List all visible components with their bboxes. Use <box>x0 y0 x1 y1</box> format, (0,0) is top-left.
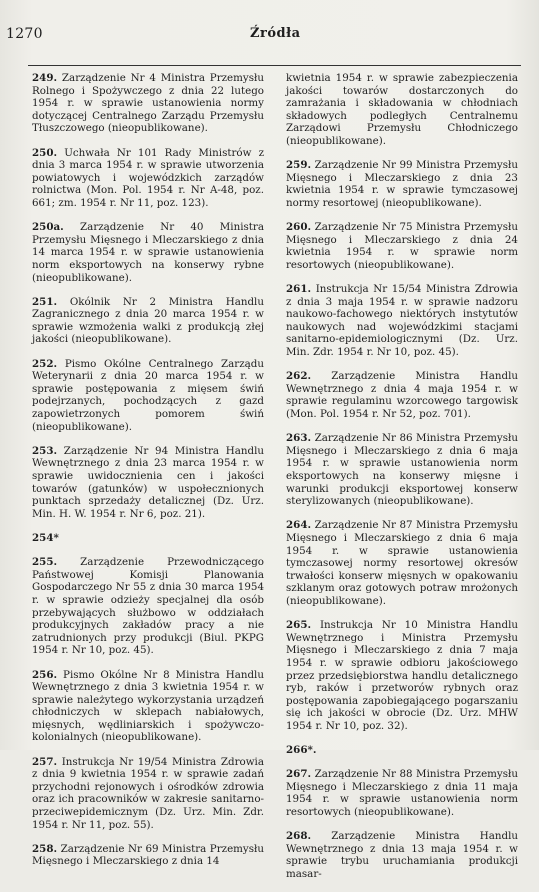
entry-number: 266*. <box>286 744 317 757</box>
entry-number: 265. <box>286 619 312 632</box>
entry-text: Pismo Okólne Nr 8 Ministra Handlu Wewnętrznego z dnia 3 kwietnia 1954 r. w sprawie należytego wykorzystania urządzeń chłodniczych w sklepach nabiałowych, mięsnych, wędliniarskich i spożywczo-kolonialnych (nieopublikowane). <box>32 668 264 744</box>
entry-number: 257. <box>32 755 58 768</box>
entry-text: Zarządzenie Nr 87 Ministra Przemysłu Mięsnego i Mleczarskiego z dnia 6 maja 1954 r. w sprawie ustanowienia tymczasowej normy resortowej okresów trwałości konserw mięsnych w opakowaniu szklanym oraz gotowych potraw mrożonych (nieopublikowane). <box>286 519 519 607</box>
entry-text: Instrukcja Nr 15/54 Ministra Zdrowia z dnia 3 maja 1954 r. w sprawie nadzoru naukowo-fachowego niektórych instytutów naukowych nad wojewódzkimi stacjami sanitarno-epidemiologicznymi (Dz. Urz. Min. Zdr. 1954 r. Nr 10, poz. 45). <box>286 283 518 359</box>
entry-number: 261. <box>286 283 312 296</box>
entry-text: Zarządzenie Nr 69 Ministra Przemysłu Mięsnego i Mleczarskiego z dnia 14 <box>32 842 265 868</box>
page-number: 1270 <box>6 26 43 42</box>
entry <box>286 159 518 209</box>
entry-text: Zarządzenie Przewodniczącego Państwowej Komisji Planowania Gospodarczego Nr 55 z dnia 30 marca 1954 r. w sprawie odzieży specjalnej dla osób przebywających służbowo w oddziałach produkcyjnych zakładów pracy a nie zatrudnionych przy produkcji (Biul. PKPG 1954 r. Nr 10, poz. 45). <box>32 556 264 657</box>
entry-text: Zarządzenie Nr 94 Ministra Handlu Wewnętrznego z dnia 23 marca 1954 r. w sprawie uwidocznienia cen i jakości towarów (gatunków) w uspołecznionych punktach sprzedaży detalicznej (Dz. Urz. Min. H. W. 1954 r. Nr 6, poz. 21). <box>32 444 265 520</box>
entry <box>32 756 264 832</box>
entry-number: 254* <box>32 531 59 544</box>
entry <box>32 221 264 284</box>
entry-text: Instrukcja Nr 19/54 Ministra Zdrowia z dnia 9 kwietnia 1954 r. w sprawie zadań przychodni rejonowych i ośrodków zdrowia oraz ich pracowników w zakresie sanitarno-przeciwepidemicznym (Dz. Urz. Min. Zdr. 1954 r. Nr 11, poz. 55). <box>32 755 264 831</box>
entry-text: Zarządzenie Nr 4 Ministra Przemysłu Rolnego i Spożywczego z dnia 22 lutego 1954 r. w sprawie ustanowienia normy dotyczącej Centralnego Zarządu Przemysłu Tłuszczowego (nieopublikowane). <box>32 72 264 135</box>
entry-number: 262. <box>286 370 312 383</box>
left-column <box>32 72 264 880</box>
entry-number: 268. <box>286 830 312 843</box>
entry <box>286 768 518 818</box>
entry-text: Okólnik Nr 2 Ministra Handlu Zagranicznego z dnia 20 marca 1954 r. w sprawie wzmożenia walki z produkcją złej jakości (nieopublikowane). <box>32 295 264 346</box>
entry <box>286 744 518 757</box>
entry-text: Zarządzenie Ministra Handlu Wewnętrznego z dnia 13 maja 1954 r. w sprawie trybu uruchamiania produkcji masar- <box>286 830 519 880</box>
entry-text: Instrukcja Nr 10 Ministra Handlu Wewnętrznego i Ministra Przemysłu Mięsnego i Mleczarskiego z dnia 7 maja 1954 r. w sprawie odbioru jakościowego przez przedsiębiorstwa handlu detalicznego ryb, raków i przetworów rybnych oraz postępowania zapobiegającego pogarszaniu się ich jakości w obrocie (Dz. Urz. MHW 1954 r. Nr 10, poz. 32). <box>286 619 518 732</box>
entry <box>32 556 264 657</box>
entry <box>32 358 264 434</box>
entry-number: 253. <box>32 444 58 457</box>
entry <box>32 296 264 346</box>
entry-number: 255. <box>32 556 58 569</box>
running-head: Źródła <box>250 26 301 41</box>
entry <box>32 147 264 210</box>
entry-number: 259. <box>286 159 312 172</box>
entry <box>286 432 518 508</box>
entry-number: 260. <box>286 221 312 234</box>
entry-number: 249. <box>32 72 58 84</box>
entry-text: Uchwała Nr 101 Rady Ministrów z dnia 3 marca 1954 r. w sprawie utworzenia powiatowych i wojewódzkich zarządów rolnictwa (Mon. Pol. 1954 r. Nr A-48, poz. 661; zm. 1954 r. Nr 11, poz. 123). <box>32 146 264 209</box>
entry-text: Zarządzenie Nr 40 Ministra Przemysłu Mięsnego i Mleczarskiego z dnia 14 marca 1954 r. w sprawie ustanowienia norm eksportowych na konserwy rybne (nieopublikowane). <box>32 221 264 284</box>
entry-text: Zarządzenie Ministra Handlu Wewnętrznego z dnia 4 maja 1954 r. w sprawie regulaminu wzorcowego targowisk (Mon. Pol. 1954 r. Nr 52, poz. 701). <box>286 370 519 421</box>
entry <box>286 283 518 359</box>
entry <box>286 619 518 732</box>
entry-number: 252. <box>32 357 58 370</box>
entry-number: 264. <box>286 519 312 532</box>
entry-text: Zarządzenie Nr 88 Ministra Przemysłu Mięsnego i Mleczarskiego z dnia 11 maja 1954 r. w sprawie ustanowienia norm resortowych (nieopublikowane). <box>286 768 519 819</box>
entry <box>32 843 264 868</box>
entry-text: kwietnia 1954 r. w sprawie zabezpieczenia jakości towarów dostarczonych do zamrażania i składowania w chłodniach składowych podległych Centralnemu Zarządowi Przemysłu Chłodniczego (nieopublikowane). <box>286 72 518 147</box>
entry-text: Zarządzenie Nr 86 Ministra Przemysłu Mięsnego i Mleczarskiego z dnia 6 maja 1954 r. w sprawie ustanowienia norm eksportowych na konserwy mięsne i warunki produkcji eksportowej konserw sterylizowanych (nieopublikowane). <box>286 432 519 508</box>
entry <box>286 72 518 148</box>
entry <box>32 532 264 545</box>
entry-number: 250. <box>32 146 58 159</box>
entry-number: 267. <box>286 768 312 781</box>
entry-text: Zarządzenie Nr 75 Ministra Przemysłu Mięsnego i Mleczarskiego z dnia 24 kwietnia 1954 r. w sprawie norm resortowych (nieopublikowane). <box>286 221 519 271</box>
entry-number: 251. <box>32 295 58 308</box>
header-rule <box>28 65 521 66</box>
entry <box>32 72 264 135</box>
right-column <box>286 72 518 892</box>
entry-number: 263. <box>286 432 312 445</box>
entry-number: 258. <box>32 842 58 855</box>
entry <box>286 830 518 880</box>
entry <box>32 669 264 745</box>
entry-number: 250a. <box>32 221 64 234</box>
entry-text: Pismo Okólne Centralnego Zarządu Weterynarii z dnia 20 marca 1954 r. w sprawie postępowania z mięsem świń podejrzanych, pochodzących z gazd zapowietrzonych pomorem świń (nieopublikowane). <box>32 357 264 433</box>
entry <box>286 519 518 607</box>
entry <box>286 221 518 271</box>
entry <box>286 370 518 420</box>
entry-text: Zarządzenie Nr 99 Ministra Przemysłu Mięsnego i Mleczarskiego z dnia 23 kwietnia 1954 r. w sprawie tymczasowej normy resortowej (nieopublikowane). <box>286 159 519 209</box>
entry <box>32 445 264 521</box>
entry-number: 256. <box>32 668 58 681</box>
